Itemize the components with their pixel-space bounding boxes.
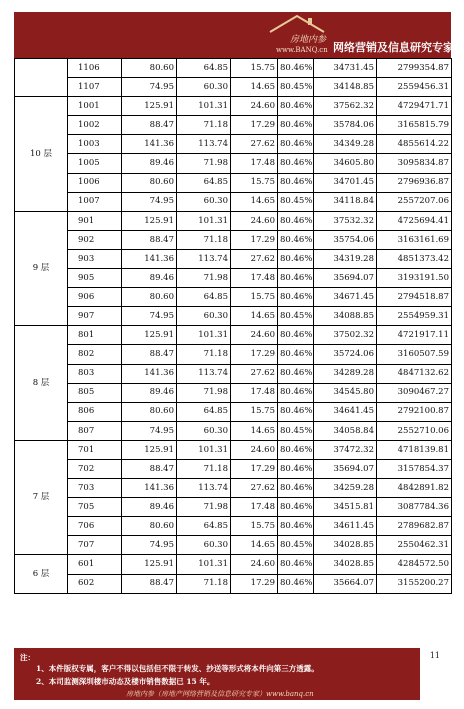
value-cell: 80.46% bbox=[278, 498, 314, 517]
value-cell: 88.47 bbox=[122, 116, 177, 135]
value-cell: 35664.07 bbox=[314, 574, 377, 593]
table-row bbox=[15, 78, 452, 97]
value-cell: 37472.32 bbox=[314, 440, 377, 459]
value-cell: 35694.07 bbox=[314, 269, 377, 288]
value-cell: 17.48 bbox=[231, 498, 278, 517]
value-cell: 34641.45 bbox=[314, 402, 377, 421]
value-cell: 60.30 bbox=[177, 78, 231, 97]
value-cell: 3155200.27 bbox=[377, 574, 452, 593]
table-row bbox=[15, 555, 452, 574]
note-monitoring: 2、本司监测深圳楼市动态及楼市销售数据已 15 年。 bbox=[36, 677, 215, 686]
value-cell: 80.46% bbox=[278, 59, 314, 78]
value-cell: 2799354.87 bbox=[377, 59, 452, 78]
value-cell: 35784.06 bbox=[314, 116, 377, 135]
value-cell: 3165815.79 bbox=[377, 116, 452, 135]
note-title: 注： bbox=[20, 653, 35, 662]
value-cell: 17.29 bbox=[231, 345, 278, 364]
value-cell: 64.85 bbox=[177, 59, 231, 78]
value-cell: 15.75 bbox=[231, 402, 278, 421]
value-cell: 37502.32 bbox=[314, 326, 377, 345]
unit-cell: 1003 bbox=[68, 135, 122, 154]
value-cell: 24.60 bbox=[231, 440, 278, 459]
value-cell: 125.91 bbox=[122, 211, 177, 230]
table-row bbox=[15, 288, 452, 307]
value-cell: 3095834.87 bbox=[377, 154, 452, 173]
unit-cell: 805 bbox=[68, 383, 122, 402]
value-cell: 2794518.87 bbox=[377, 288, 452, 307]
value-cell: 71.18 bbox=[177, 459, 231, 478]
table-row bbox=[15, 326, 452, 345]
value-cell: 35754.06 bbox=[314, 230, 377, 249]
table-row bbox=[15, 479, 452, 498]
table-row bbox=[15, 307, 452, 326]
table-row bbox=[15, 536, 452, 555]
value-cell: 80.45% bbox=[278, 192, 314, 211]
value-cell: 14.65 bbox=[231, 192, 278, 211]
value-cell: 101.31 bbox=[177, 555, 231, 574]
value-cell: 89.46 bbox=[122, 498, 177, 517]
value-cell: 80.45% bbox=[278, 307, 314, 326]
value-cell: 89.46 bbox=[122, 154, 177, 173]
value-cell: 80.46% bbox=[278, 517, 314, 536]
value-cell: 80.60 bbox=[122, 59, 177, 78]
table-row bbox=[15, 230, 452, 249]
table-row bbox=[15, 421, 452, 440]
value-cell: 24.60 bbox=[231, 97, 278, 116]
value-cell: 80.45% bbox=[278, 421, 314, 440]
value-cell: 64.85 bbox=[177, 173, 231, 192]
value-cell: 74.95 bbox=[122, 192, 177, 211]
value-cell: 37532.32 bbox=[314, 211, 377, 230]
value-cell: 80.60 bbox=[122, 402, 177, 421]
price-table bbox=[14, 58, 452, 594]
table-row bbox=[15, 154, 452, 173]
value-cell: 27.62 bbox=[231, 249, 278, 268]
unit-cell: 906 bbox=[68, 288, 122, 307]
value-cell: 80.46% bbox=[278, 135, 314, 154]
value-cell: 3090467.27 bbox=[377, 383, 452, 402]
brand-name: 房地内参 bbox=[290, 35, 327, 45]
value-cell: 64.85 bbox=[177, 517, 231, 536]
value-cell: 125.91 bbox=[122, 97, 177, 116]
value-cell: 27.62 bbox=[231, 364, 278, 383]
value-cell: 80.46% bbox=[278, 574, 314, 593]
value-cell: 17.29 bbox=[231, 574, 278, 593]
value-cell: 71.98 bbox=[177, 154, 231, 173]
table-row bbox=[15, 517, 452, 536]
unit-cell: 801 bbox=[68, 326, 122, 345]
value-cell: 2554959.31 bbox=[377, 307, 452, 326]
unit-cell: 1001 bbox=[68, 97, 122, 116]
unit-cell: 703 bbox=[68, 479, 122, 498]
value-cell: 71.18 bbox=[177, 230, 231, 249]
table-row bbox=[15, 459, 452, 478]
value-cell: 3157854.37 bbox=[377, 459, 452, 478]
value-cell: 60.30 bbox=[177, 536, 231, 555]
value-cell: 35724.06 bbox=[314, 345, 377, 364]
value-cell: 80.46% bbox=[278, 154, 314, 173]
unit-cell: 1006 bbox=[68, 173, 122, 192]
value-cell: 60.30 bbox=[177, 421, 231, 440]
value-cell: 141.36 bbox=[122, 135, 177, 154]
value-cell: 71.98 bbox=[177, 498, 231, 517]
unit-cell: 807 bbox=[68, 421, 122, 440]
header-banner bbox=[14, 12, 454, 58]
value-cell: 80.46% bbox=[278, 97, 314, 116]
value-cell: 34028.85 bbox=[314, 536, 377, 555]
value-cell: 4718139.81 bbox=[377, 440, 452, 459]
value-cell: 15.75 bbox=[231, 517, 278, 536]
floor-cell: 8 层 bbox=[15, 326, 68, 441]
value-cell: 74.95 bbox=[122, 307, 177, 326]
value-cell: 34319.28 bbox=[314, 249, 377, 268]
value-cell: 2789682.87 bbox=[377, 517, 452, 536]
value-cell: 80.60 bbox=[122, 173, 177, 192]
value-cell: 80.46% bbox=[278, 326, 314, 345]
value-cell: 71.98 bbox=[177, 383, 231, 402]
table-row bbox=[15, 364, 452, 383]
value-cell: 17.48 bbox=[231, 154, 278, 173]
unit-cell: 1005 bbox=[68, 154, 122, 173]
value-cell: 80.46% bbox=[278, 345, 314, 364]
value-cell: 113.74 bbox=[177, 135, 231, 154]
value-cell: 80.46% bbox=[278, 364, 314, 383]
value-cell: 125.91 bbox=[122, 555, 177, 574]
table-row bbox=[15, 402, 452, 421]
value-cell: 34611.45 bbox=[314, 517, 377, 536]
value-cell: 14.65 bbox=[231, 78, 278, 97]
table-row bbox=[15, 97, 452, 116]
value-cell: 88.47 bbox=[122, 574, 177, 593]
value-cell: 3087784.36 bbox=[377, 498, 452, 517]
value-cell: 34088.85 bbox=[314, 307, 377, 326]
price-table-body bbox=[15, 59, 452, 594]
value-cell: 80.46% bbox=[278, 383, 314, 402]
value-cell: 113.74 bbox=[177, 364, 231, 383]
value-cell: 80.46% bbox=[278, 479, 314, 498]
value-cell: 80.60 bbox=[122, 517, 177, 536]
footer-brand-line: 房地内参（房地产网络营销及信息研究专家）www.banq.cn bbox=[126, 690, 314, 698]
value-cell: 101.31 bbox=[177, 440, 231, 459]
unit-cell: 901 bbox=[68, 211, 122, 230]
table-row bbox=[15, 345, 452, 364]
value-cell: 113.74 bbox=[177, 249, 231, 268]
table-row bbox=[15, 249, 452, 268]
value-cell: 17.48 bbox=[231, 269, 278, 288]
value-cell: 34028.85 bbox=[314, 555, 377, 574]
value-cell: 88.47 bbox=[122, 459, 177, 478]
value-cell: 3163161.69 bbox=[377, 230, 452, 249]
brand-url: www.BANQ.cn bbox=[276, 46, 328, 54]
value-cell: 80.45% bbox=[278, 536, 314, 555]
unit-cell: 702 bbox=[68, 459, 122, 478]
value-cell: 34605.80 bbox=[314, 154, 377, 173]
table-row bbox=[15, 116, 452, 135]
unit-cell: 1007 bbox=[68, 192, 122, 211]
value-cell: 101.31 bbox=[177, 211, 231, 230]
table-row bbox=[15, 211, 452, 230]
value-cell: 71.18 bbox=[177, 116, 231, 135]
table-row bbox=[15, 574, 452, 593]
value-cell: 88.47 bbox=[122, 230, 177, 249]
value-cell: 80.46% bbox=[278, 211, 314, 230]
unit-cell: 1002 bbox=[68, 116, 122, 135]
unit-cell: 701 bbox=[68, 440, 122, 459]
value-cell: 24.60 bbox=[231, 555, 278, 574]
floor-cell bbox=[15, 59, 68, 97]
unit-cell: 707 bbox=[68, 536, 122, 555]
value-cell: 34349.28 bbox=[314, 135, 377, 154]
value-cell: 34545.80 bbox=[314, 383, 377, 402]
table-row bbox=[15, 135, 452, 154]
value-cell: 34515.81 bbox=[314, 498, 377, 517]
table-row bbox=[15, 269, 452, 288]
note-copyright: 1、本件版权专属，客户不得以包括但不限于转发、抄送等形式将本件向第三方透露。 bbox=[36, 664, 319, 673]
value-cell: 34731.45 bbox=[314, 59, 377, 78]
unit-cell: 601 bbox=[68, 555, 122, 574]
value-cell: 101.31 bbox=[177, 97, 231, 116]
value-cell: 17.29 bbox=[231, 459, 278, 478]
value-cell: 80.60 bbox=[122, 288, 177, 307]
unit-cell: 602 bbox=[68, 574, 122, 593]
value-cell: 125.91 bbox=[122, 440, 177, 459]
value-cell: 14.65 bbox=[231, 536, 278, 555]
value-cell: 74.95 bbox=[122, 78, 177, 97]
value-cell: 113.74 bbox=[177, 479, 231, 498]
value-cell: 15.75 bbox=[231, 59, 278, 78]
value-cell: 34259.28 bbox=[314, 479, 377, 498]
unit-cell: 802 bbox=[68, 345, 122, 364]
value-cell: 64.85 bbox=[177, 402, 231, 421]
value-cell: 37562.32 bbox=[314, 97, 377, 116]
value-cell: 71.18 bbox=[177, 345, 231, 364]
value-cell: 80.46% bbox=[278, 249, 314, 268]
value-cell: 141.36 bbox=[122, 479, 177, 498]
value-cell: 34289.28 bbox=[314, 364, 377, 383]
value-cell: 89.46 bbox=[122, 383, 177, 402]
value-cell: 88.47 bbox=[122, 345, 177, 364]
value-cell: 15.75 bbox=[231, 288, 278, 307]
value-cell: 4721917.11 bbox=[377, 326, 452, 345]
value-cell: 14.65 bbox=[231, 421, 278, 440]
value-cell: 71.18 bbox=[177, 574, 231, 593]
unit-cell: 907 bbox=[68, 307, 122, 326]
unit-cell: 803 bbox=[68, 364, 122, 383]
value-cell: 80.46% bbox=[278, 402, 314, 421]
table-row bbox=[15, 498, 452, 517]
floor-cell: 10 层 bbox=[15, 97, 68, 212]
value-cell: 2557207.06 bbox=[377, 192, 452, 211]
value-cell: 125.91 bbox=[122, 326, 177, 345]
value-cell: 80.46% bbox=[278, 173, 314, 192]
value-cell: 71.98 bbox=[177, 269, 231, 288]
value-cell: 24.60 bbox=[231, 326, 278, 345]
value-cell: 60.30 bbox=[177, 192, 231, 211]
value-cell: 2559456.31 bbox=[377, 78, 452, 97]
price-table-container bbox=[14, 58, 451, 594]
value-cell: 80.46% bbox=[278, 269, 314, 288]
value-cell: 60.30 bbox=[177, 307, 231, 326]
value-cell: 34058.84 bbox=[314, 421, 377, 440]
value-cell: 27.62 bbox=[231, 135, 278, 154]
value-cell: 3193191.50 bbox=[377, 269, 452, 288]
value-cell: 17.29 bbox=[231, 230, 278, 249]
value-cell: 14.65 bbox=[231, 307, 278, 326]
value-cell: 4855614.22 bbox=[377, 135, 452, 154]
value-cell: 34671.45 bbox=[314, 288, 377, 307]
value-cell: 141.36 bbox=[122, 364, 177, 383]
value-cell: 80.46% bbox=[278, 288, 314, 307]
value-cell: 24.60 bbox=[231, 211, 278, 230]
value-cell: 2552710.06 bbox=[377, 421, 452, 440]
value-cell: 27.62 bbox=[231, 479, 278, 498]
unit-cell: 706 bbox=[68, 517, 122, 536]
footer-notes bbox=[14, 648, 420, 700]
value-cell: 2796936.87 bbox=[377, 173, 452, 192]
value-cell: 4851373.42 bbox=[377, 249, 452, 268]
value-cell: 17.48 bbox=[231, 383, 278, 402]
value-cell: 89.46 bbox=[122, 269, 177, 288]
value-cell: 74.95 bbox=[122, 536, 177, 555]
value-cell: 15.75 bbox=[231, 173, 278, 192]
value-cell: 34701.45 bbox=[314, 173, 377, 192]
house-roof-icon bbox=[268, 14, 326, 34]
value-cell: 3160507.59 bbox=[377, 345, 452, 364]
value-cell: 141.36 bbox=[122, 249, 177, 268]
value-cell: 4284572.50 bbox=[377, 555, 452, 574]
unit-cell: 705 bbox=[68, 498, 122, 517]
table-row bbox=[15, 440, 452, 459]
unit-cell: 1106 bbox=[68, 59, 122, 78]
floor-cell: 9 层 bbox=[15, 211, 68, 326]
value-cell: 35694.07 bbox=[314, 459, 377, 478]
value-cell: 101.31 bbox=[177, 326, 231, 345]
unit-cell: 905 bbox=[68, 269, 122, 288]
value-cell: 80.46% bbox=[278, 459, 314, 478]
unit-cell: 1107 bbox=[68, 78, 122, 97]
value-cell: 80.46% bbox=[278, 116, 314, 135]
value-cell: 80.46% bbox=[278, 555, 314, 574]
value-cell: 34118.84 bbox=[314, 192, 377, 211]
value-cell: 2792100.87 bbox=[377, 402, 452, 421]
value-cell: 80.46% bbox=[278, 440, 314, 459]
table-row bbox=[15, 383, 452, 402]
table-row bbox=[15, 192, 452, 211]
value-cell: 4842891.82 bbox=[377, 479, 452, 498]
unit-cell: 903 bbox=[68, 249, 122, 268]
table-row bbox=[15, 59, 452, 78]
value-cell: 4729471.71 bbox=[377, 97, 452, 116]
value-cell: 80.46% bbox=[278, 230, 314, 249]
floor-cell: 7 层 bbox=[15, 440, 68, 555]
unit-cell: 806 bbox=[68, 402, 122, 421]
value-cell: 80.45% bbox=[278, 78, 314, 97]
value-cell: 4725694.41 bbox=[377, 211, 452, 230]
unit-cell: 902 bbox=[68, 230, 122, 249]
floor-cell: 6 层 bbox=[15, 555, 68, 593]
value-cell: 64.85 bbox=[177, 288, 231, 307]
value-cell: 34148.85 bbox=[314, 78, 377, 97]
value-cell: 74.95 bbox=[122, 421, 177, 440]
table-row bbox=[15, 173, 452, 192]
value-cell: 17.29 bbox=[231, 116, 278, 135]
value-cell: 4847132.62 bbox=[377, 364, 452, 383]
value-cell: 2550462.31 bbox=[377, 536, 452, 555]
header-tagline: 网络营销及信息研究专家 bbox=[333, 41, 454, 54]
page-number: 11 bbox=[429, 651, 440, 660]
